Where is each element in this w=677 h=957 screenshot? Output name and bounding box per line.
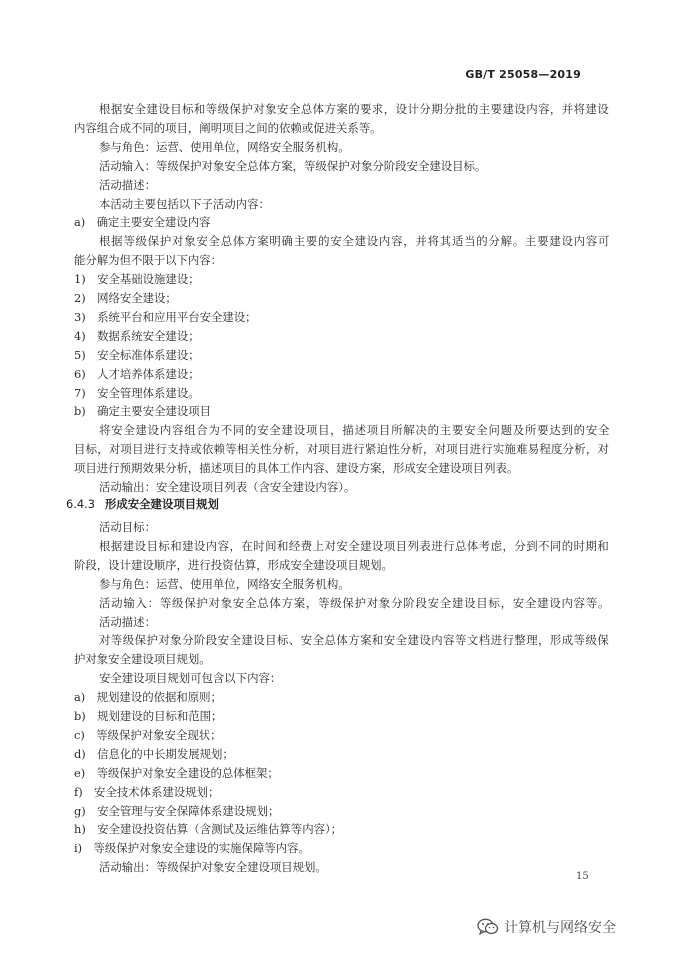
text-line: 对等级保护对象分阶段安全建设目标、安全总体方案和安全建设内容等文档进行整理，形成等级保 <box>99 633 610 648</box>
text-line: 安全建设项目规划可包含以下内容： <box>99 671 282 686</box>
text-line: 活动目标： <box>99 520 156 534</box>
text-line: a) 确定主要安全建设内容 <box>74 215 211 230</box>
text-line: 阶段，设计建设顺序，进行投资估算，形成安全建设项目规划。 <box>74 557 393 572</box>
text-line: 活动输出：等级保护对象安全建设项目规划。 <box>99 860 327 875</box>
section-title: 形成安全建设项目规划 <box>104 497 219 511</box>
watermark-text: 计算机与网络安全 <box>504 920 616 936</box>
text-line: b) 确定主要安全建设项目 <box>74 404 212 419</box>
text-line: 本活动主要包括以下子活动内容： <box>99 196 270 211</box>
text-line: h) 安全建设投资估算（含测试及运维估算等内容）； <box>74 822 343 837</box>
text-line: 活动输入：等级保护对象安全总体方案，等级保护对象分阶段安全建设目标，安全建设内容等。 <box>99 595 611 610</box>
text-line: 活动输出：安全建设项目列表（含安全建设内容）。 <box>99 480 356 494</box>
section-number: 6.4.3 <box>66 497 95 511</box>
text-line: 根据建设目标和建设内容，在时间和经费上对安全建设项目列表进行总体考虑，分到不同的时期和 <box>99 538 610 553</box>
text-line: 项目进行预期效果分析，描述项目的具体工作内容、建设方案，形成安全建设项目列表。 <box>74 461 519 476</box>
text-line: 内容组合成不同的项目，阐明项目之间的依赖或促进关系等。 <box>74 120 382 135</box>
text-line: 能分解为但不限于以下内容： <box>74 253 223 268</box>
page-number: 15 <box>576 871 589 882</box>
text-line: 7) 安全管理体系建设。 <box>74 385 200 400</box>
text-line: g) 安全管理与安全保障体系建设规划； <box>74 803 280 818</box>
text-line: a) 规划建设的依据和原则； <box>74 690 222 705</box>
text-line: 4) 数据系统安全建设； <box>74 328 200 343</box>
text-line: d) 信息化的中长期发展规划； <box>74 746 234 761</box>
text-line: 2) 网络安全建设； <box>74 291 177 305</box>
section-heading <box>66 497 219 511</box>
text-line: i) 等级保护对象安全建设的实施保障等内容。 <box>74 841 310 856</box>
text-line: 6) 人才培养体系建设； <box>74 366 200 381</box>
text-line: 将安全建设内容组合为不同的安全建设项目，描述项目所解决的主要安全问题及所要达到的安全 <box>99 423 611 438</box>
text-line: 3) 系统平台和应用平台安全建设； <box>74 309 257 324</box>
watermark <box>477 918 616 936</box>
text-line: e) 等级保护对象安全建设的总体框架； <box>74 765 279 780</box>
text-line: 活动描述： <box>99 614 156 629</box>
text-line: 5) 安全标准体系建设； <box>74 347 200 362</box>
text-line: 护对象安全建设项目规划。 <box>74 652 211 667</box>
text-line: c) 等级保护对象安全现状； <box>74 727 222 742</box>
text-line: 根据等级保护对象安全总体方案明确主要的安全建设内容，并将其适当的分解。主要建设内容可 <box>99 234 611 249</box>
text-line: 活动输入：等级保护对象安全总体方案，等级保护对象分阶段安全建设目标。 <box>99 158 487 173</box>
standard-number: GB/T 25058—2019 <box>465 68 581 81</box>
text-line: 1) 安全基础设施建设； <box>74 272 200 287</box>
text-line: 根据安全建设目标和等级保护对象安全总体方案的要求，设计分期分批的主要建设内容，并将建设 <box>99 102 610 116</box>
text-line: f) 安全技术体系建设规划； <box>74 784 220 799</box>
text-line: 活动描述： <box>99 177 156 192</box>
text-line: 参与角色：运营、使用单位，网络安全服务机构。 <box>99 139 350 154</box>
text-line: 参与角色：运营、使用单位，网络安全服务机构。 <box>99 576 350 591</box>
text-line: b) 规划建设的目标和范围； <box>74 709 223 723</box>
text-line: 目标，对项目进行支持或依赖等相关性分析，对项目进行紧迫性分析，对项目进行实施难易程度分析，对 <box>74 442 610 457</box>
wechat-icon <box>477 918 499 936</box>
